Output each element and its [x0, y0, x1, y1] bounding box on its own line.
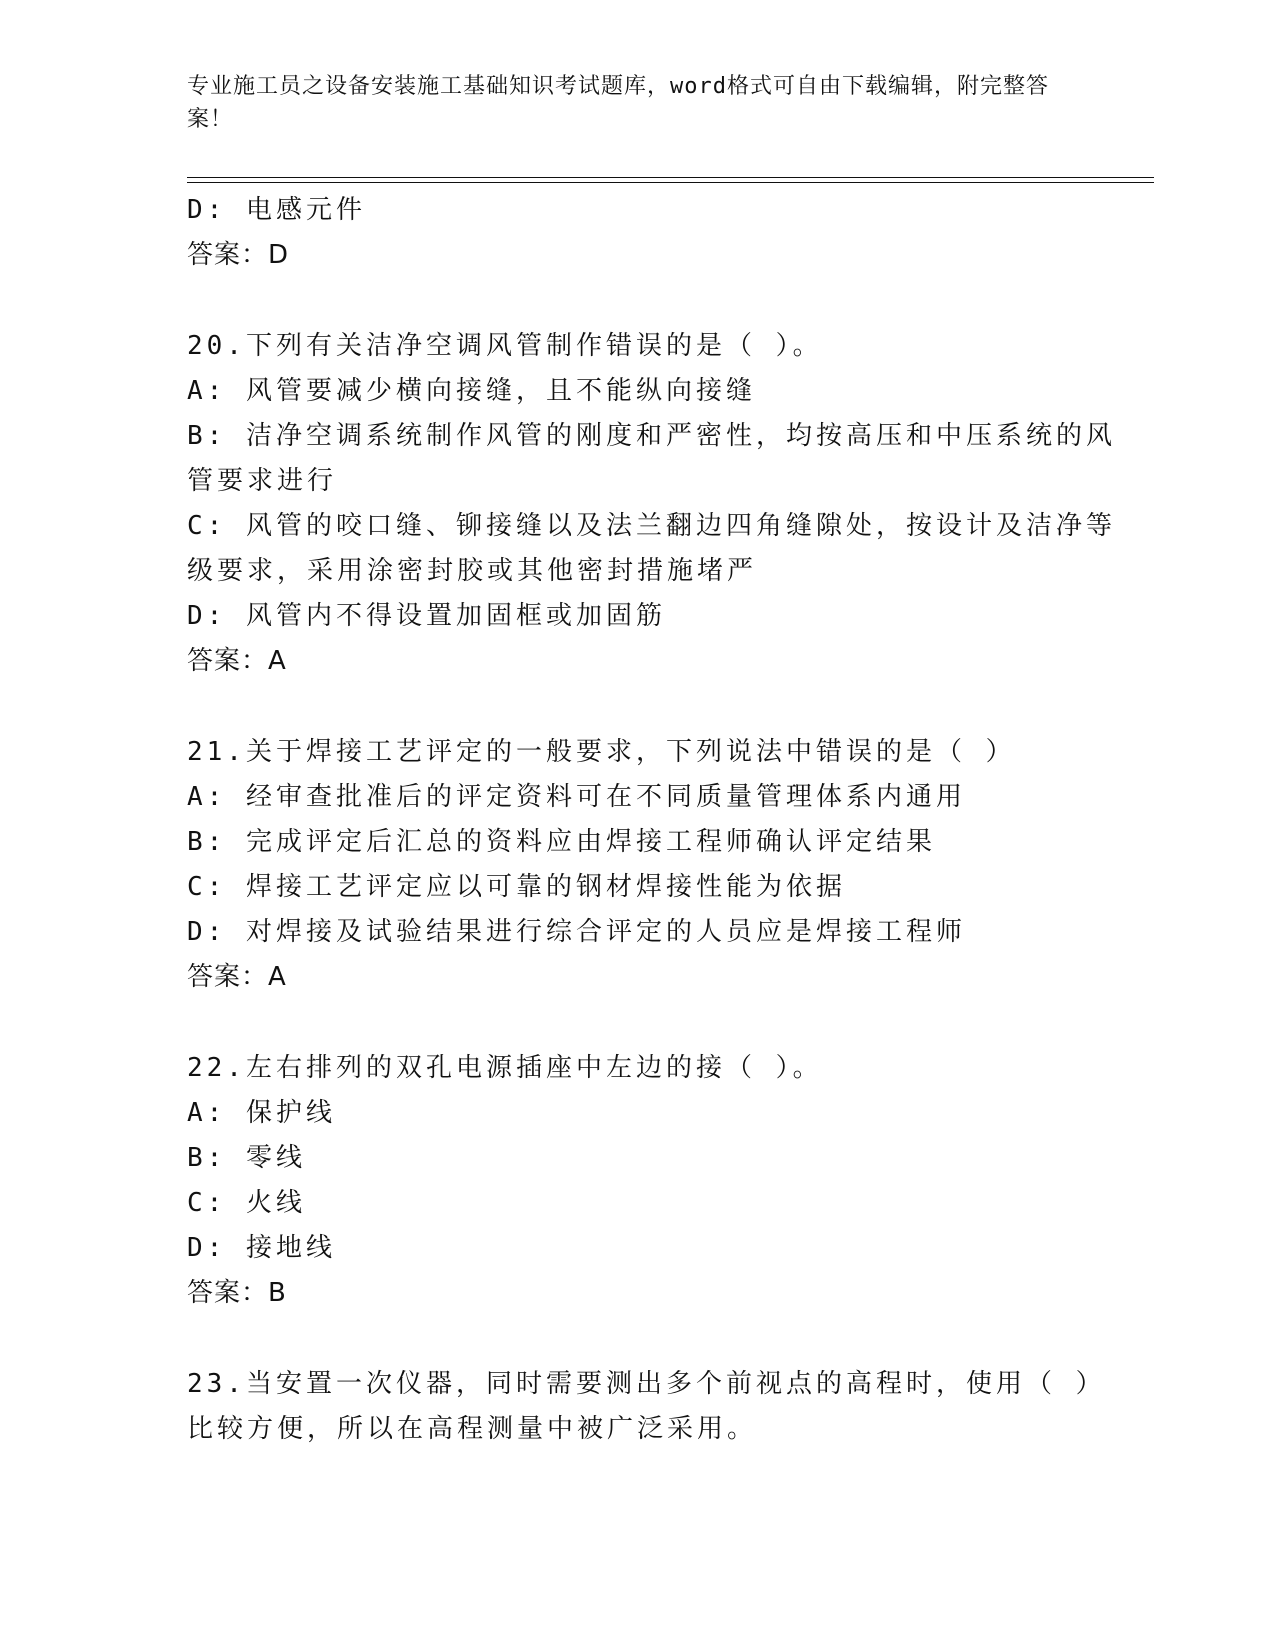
question-block — [187, 1046, 1087, 1315]
header-rule-top — [187, 177, 1154, 178]
answer-text: 答案：A — [187, 646, 287, 676]
option-c: C: 火线 — [187, 1188, 306, 1218]
question-block — [187, 324, 1116, 683]
header-rule-bottom — [187, 182, 1154, 183]
option-a: A: 风管要减少横向接缝，且不能纵向接缝 — [187, 376, 756, 406]
option-d: D: 电感元件 — [187, 195, 366, 225]
option-a: A: 经审查批准后的评定资料可在不同质量管理体系内通用 — [187, 782, 966, 812]
question-block — [187, 1362, 1106, 1452]
option-d: D: 接地线 — [187, 1233, 336, 1263]
header-title: 专业施工员之设备安装施工基础知识考试题库，word格式可自由下载编辑，附完整答案！ — [187, 74, 1049, 132]
option-a: A: 保护线 — [187, 1098, 336, 1128]
question-stem: 比较方便，所以在高程测量中被广泛采用。 — [187, 1414, 758, 1444]
option-d: D: 风管内不得设置加固框或加固筋 — [187, 601, 666, 631]
option-b: B: 完成评定后汇总的资料应由焊接工程师确认评定结果 — [187, 827, 936, 857]
question-stem: 23.当安置一次仪器，同时需要测出多个前视点的高程时，使用（ ） — [187, 1369, 1106, 1399]
option-b: 管要求进行 — [187, 466, 338, 496]
option-c: 级要求，采用涂密封胶或其他密封措施堵严 — [187, 556, 758, 586]
option-d: D: 对焊接及试验结果进行综合评定的人员应是焊接工程师 — [187, 917, 966, 947]
question-stem: 22.左右排列的双孔电源插座中左边的接（ ）。 — [187, 1053, 823, 1083]
answer-text: 答案：D — [187, 240, 290, 270]
question-spacer — [187, 683, 1087, 730]
question-spacer — [187, 277, 1087, 324]
option-b: B: 洁净空调系统制作风管的刚度和严密性，均按高压和中压系统的风 — [187, 421, 1116, 451]
option-b: B: 零线 — [187, 1143, 306, 1173]
question-block — [187, 730, 1087, 999]
question-list — [187, 188, 1116, 1452]
question-spacer — [187, 999, 1087, 1046]
question-spacer — [187, 1315, 1087, 1362]
option-c: C: 风管的咬口缝、铆接缝以及法兰翻边四角缝隙处，按设计及洁净等 — [187, 511, 1116, 541]
answer-text: 答案：B — [187, 1278, 287, 1308]
option-c: C: 焊接工艺评定应以可靠的钢材焊接性能为依据 — [187, 872, 846, 902]
answer-text: 答案：A — [187, 962, 287, 992]
question-stem: 20.下列有关洁净空调风管制作错误的是（ ）。 — [187, 331, 823, 361]
document-header — [187, 70, 1067, 136]
question-stem: 21.关于焊接工艺评定的一般要求，下列说法中错误的是（ ） — [187, 737, 1016, 767]
